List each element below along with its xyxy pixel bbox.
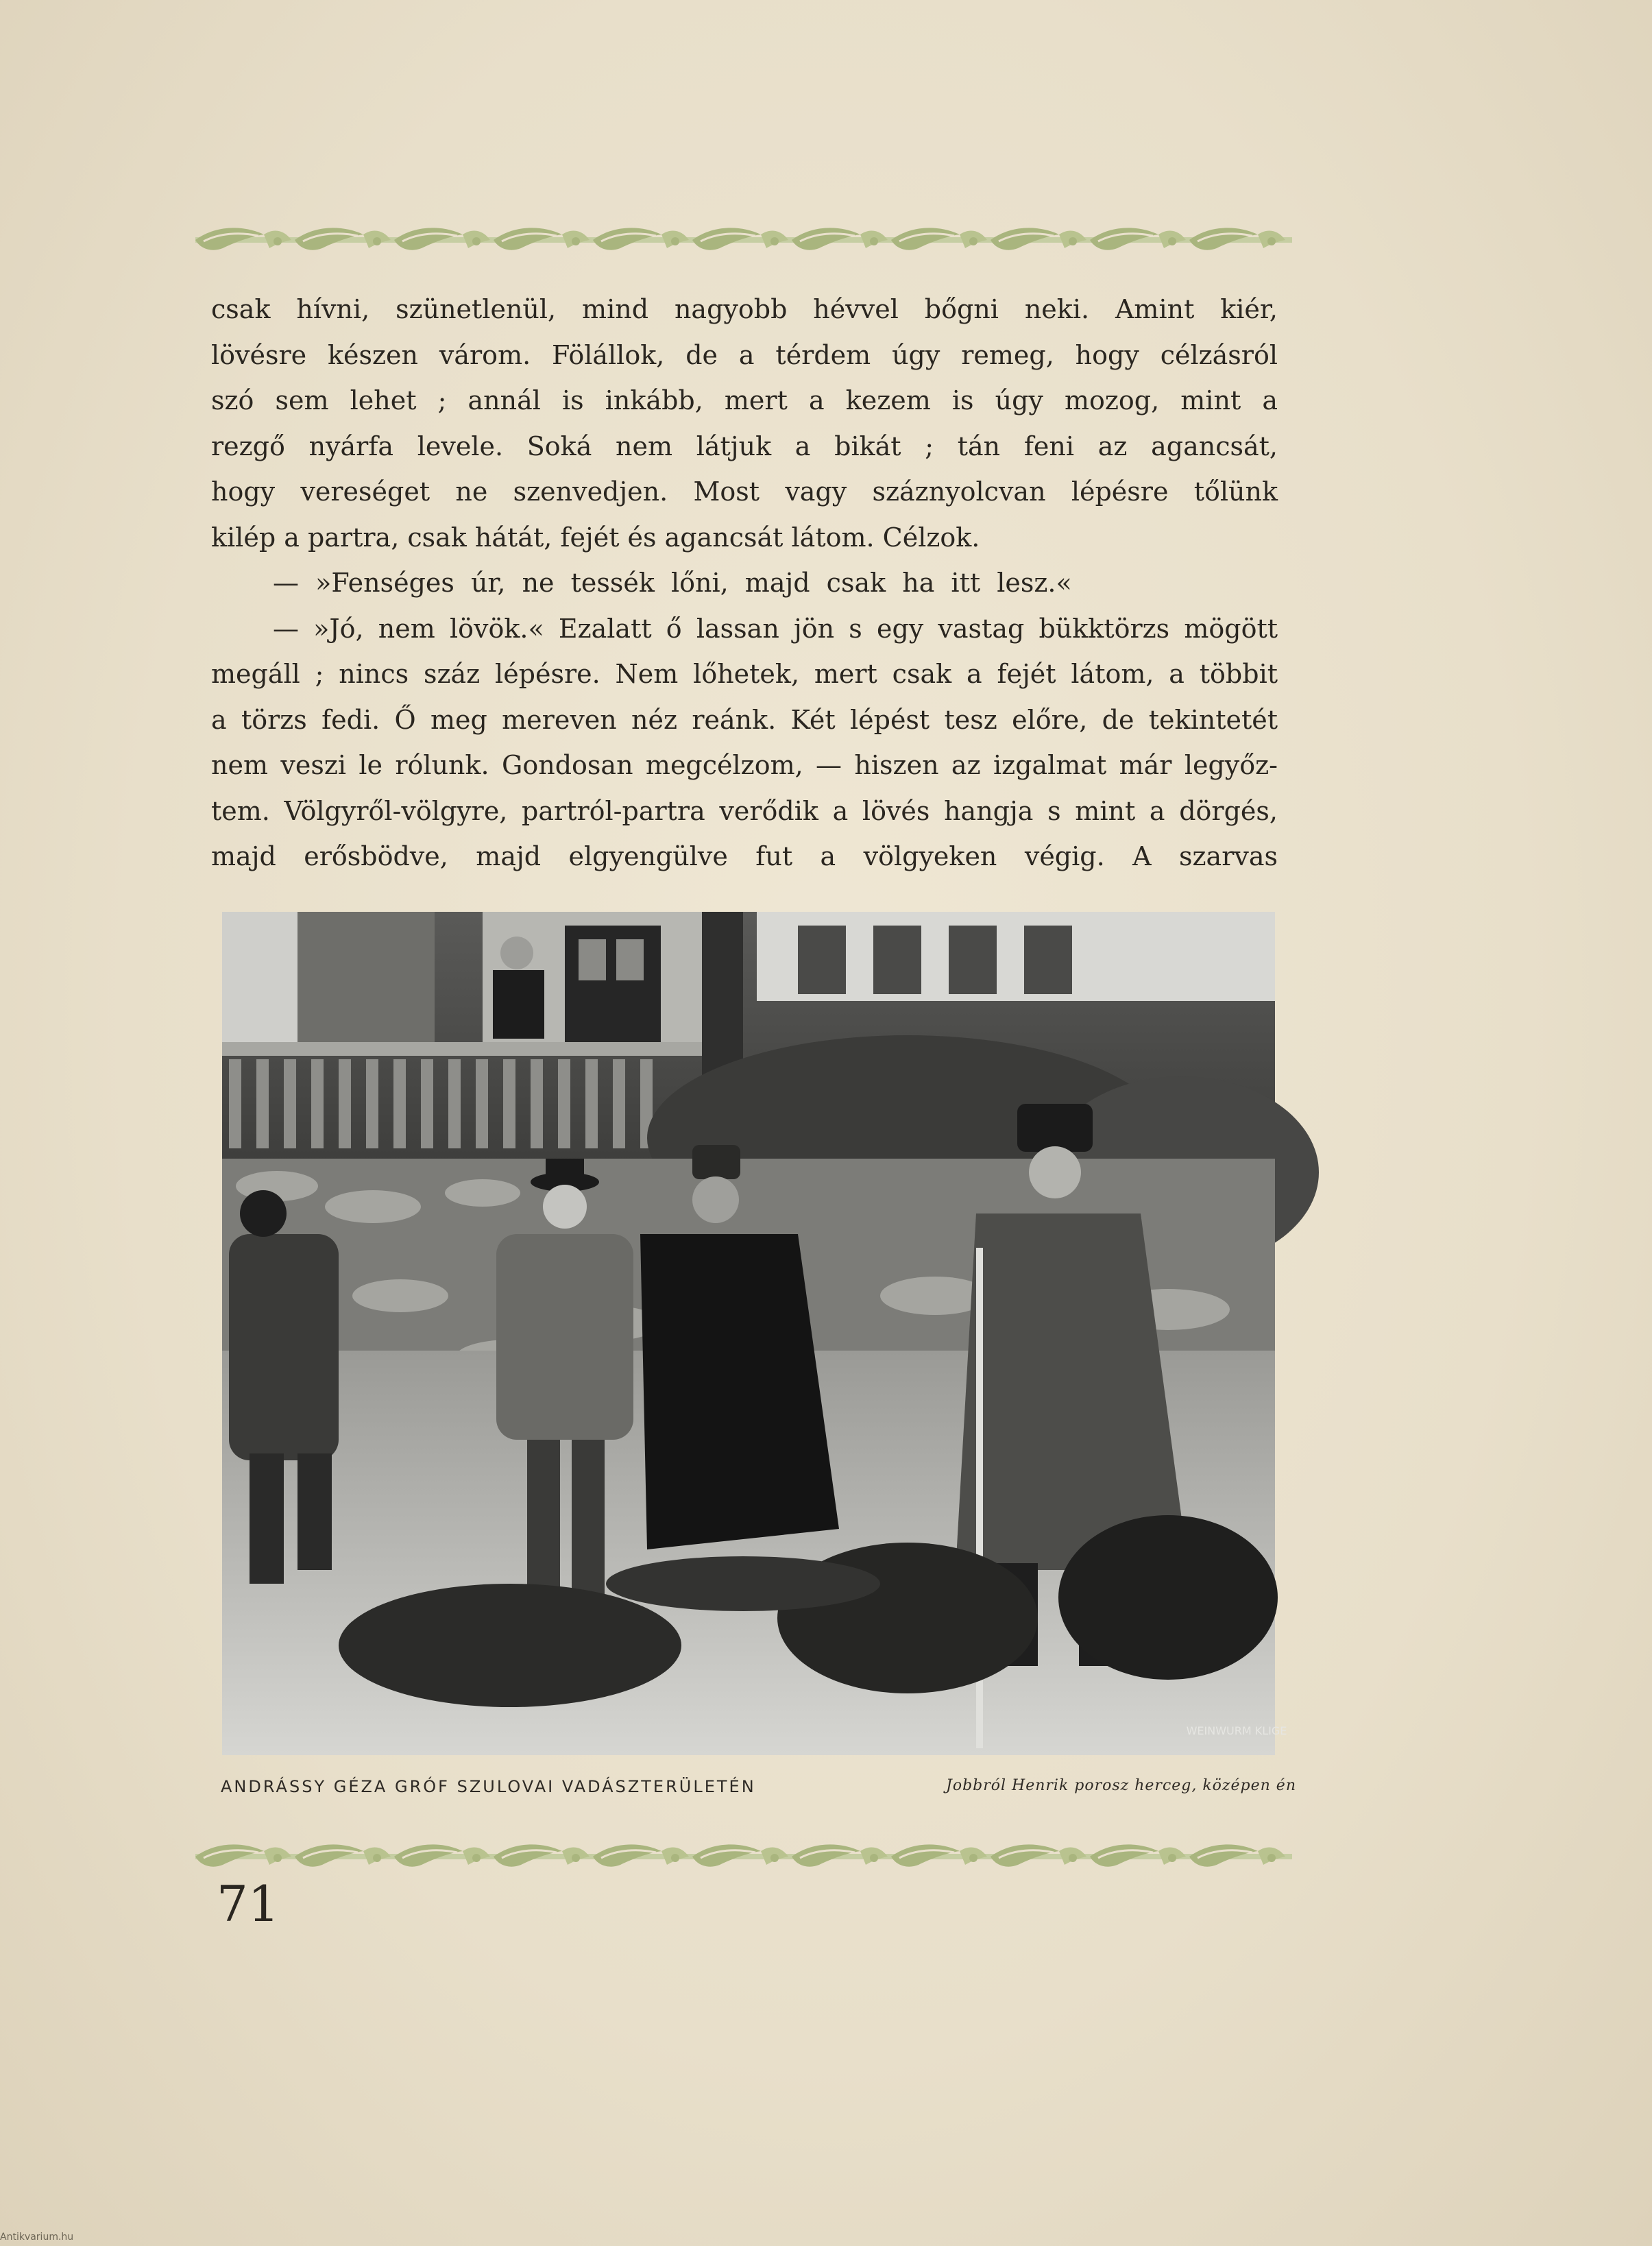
text-line: a törzs fedi. Ő meg mereven néz reánk. Két lépést tesz előre, de tekintetét <box>211 704 1278 735</box>
text-line: tem. Völgyről-völgyre, partról-partra verődik a lövés hangja s mint a dörgés, <box>211 795 1278 826</box>
body-text <box>211 287 1278 880</box>
text-line: csak hívni, szünetlenül, mind nagyobb hévvel bőgni neki. Amint kiér, <box>211 294 1278 324</box>
caption-left: ANDRÁSSY GÉZA GRÓF SZULOVAI VADÁSZTERÜLETÉN <box>221 1777 756 1796</box>
watermark: Antikvarium.hu <box>0 2232 74 2243</box>
text-line: hogy vereséget ne szenvedjen. Most vagy száznyolcvan lépésre tőlünk <box>211 476 1278 507</box>
photograph <box>222 912 1287 1755</box>
text-line: majd erősbödve, majd elgyengülve fut a völgyeken végig. A szarvas <box>211 841 1278 871</box>
text-line: — »Fenséges úr, ne tessék lőni, majd csak ha itt lesz.« <box>273 568 1072 598</box>
text-line: kilép a partra, csak hátát, fejét és agancsát látom. Célzok. <box>211 522 980 553</box>
text-line: nem veszi le rólunk. Gondosan megcélzom, — hiszen az izgalmat már legyőz- <box>211 750 1278 780</box>
ornament-top <box>195 221 1292 259</box>
text-line: megáll ; nincs száz lépésre. Nem lőhetek, mert csak a fejét látom, a többit <box>211 659 1278 689</box>
caption-right: Jobbról Henrik porosz herceg, középen én <box>946 1777 1296 1794</box>
engraver-mark: WEINWURM KLIGE <box>1186 1724 1287 1737</box>
text-line: rezgő nyárfa levele. Soká nem látjuk a bikát ; tán feni az agancsát, <box>211 431 1278 461</box>
text-line: — »Jó, nem lövök.« Ezalatt ő lassan jön s egy vastag bükktörzs mögött <box>273 613 1278 644</box>
text-line: szó sem lehet ; annál is inkább, mert a kezem is úgy mozog, mint a <box>211 385 1278 415</box>
ornament-bottom <box>195 1837 1292 1876</box>
page-number: 71 <box>217 1875 280 1933</box>
text-line: lövésre készen várom. Fölállok, de a térdem úgy remeg, hogy célzásról <box>211 339 1278 370</box>
